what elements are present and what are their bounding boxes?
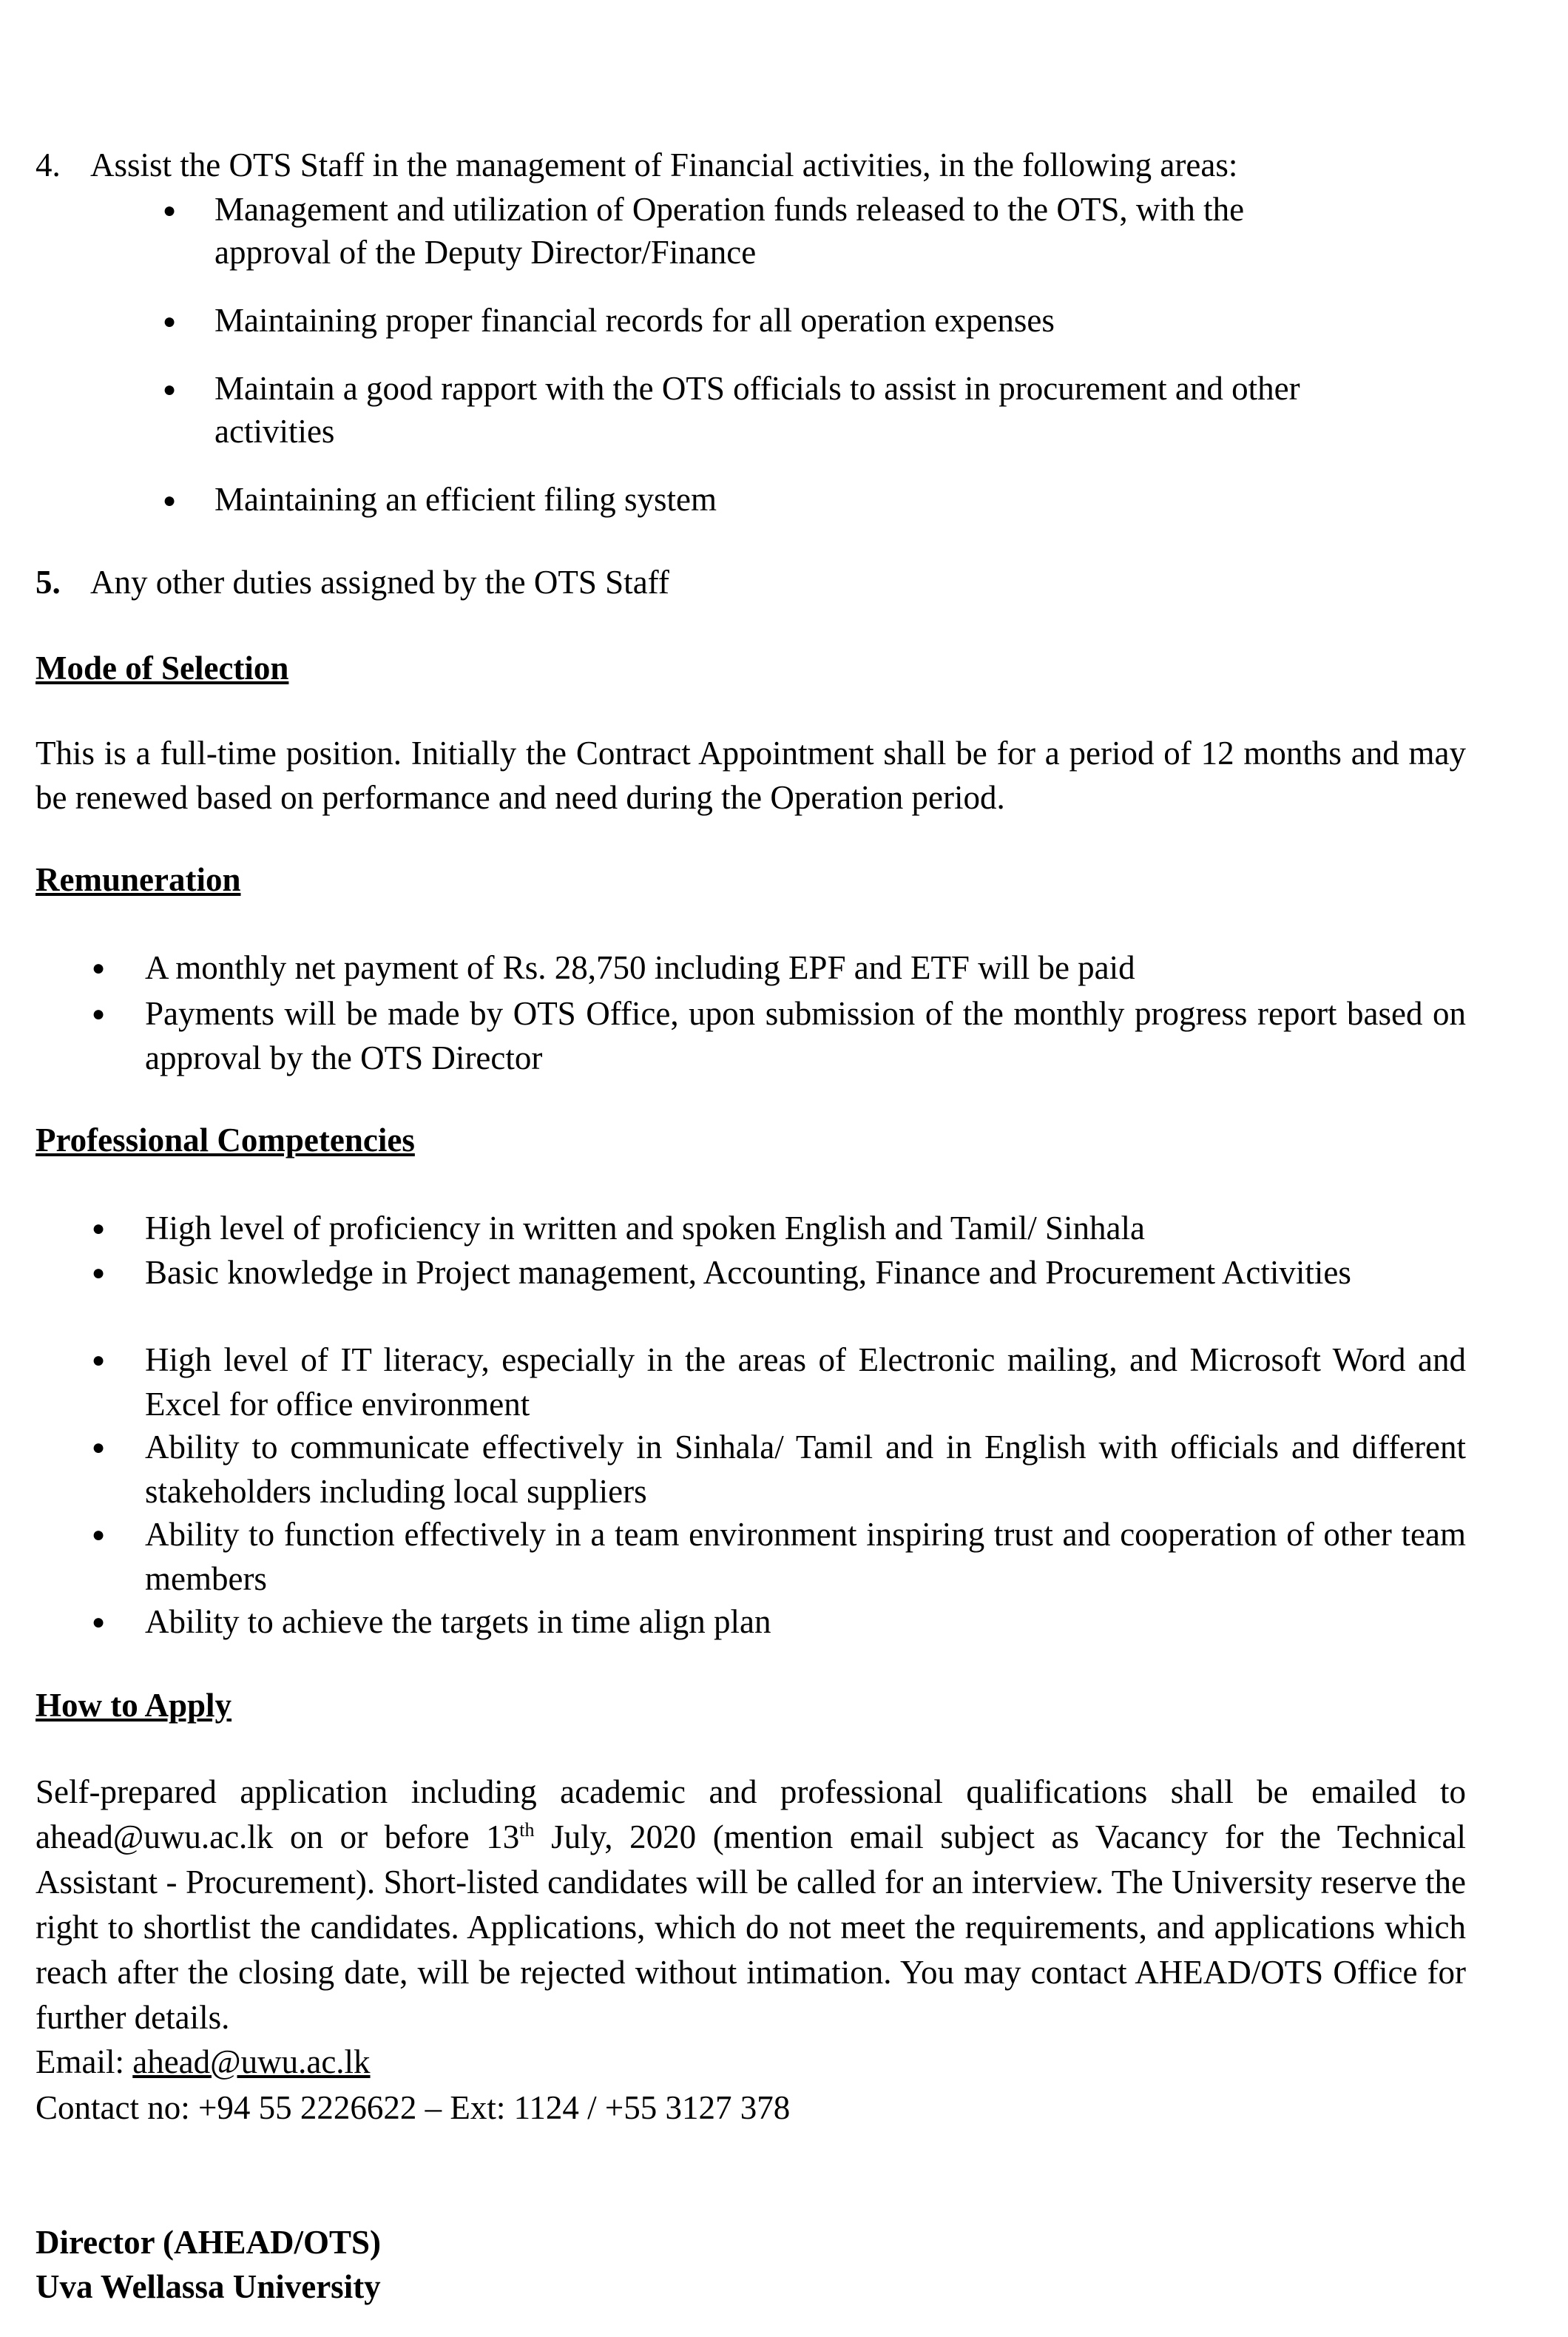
competency-1: High level of proficiency in written and spoken English and Tamil/ Sinhala <box>145 1210 1145 1247</box>
mode-of-selection-text: This is a full-time position. Initially the Contract Appointment shall be for a period of 12 months and may be renewed based on performance and need during the Operation period. <box>36 735 1466 816</box>
competencies-heading: Professional Competencies <box>36 1122 415 1159</box>
remuneration-bullet-2: Payments will be made by OTS Office, upon submission of the monthly progress report based on approval by the OTS Director <box>145 995 1466 1076</box>
how-to-apply-paragraph <box>36 1770 1466 2040</box>
how-to-apply-text-end: July, 2020 (mention email subject as Vacancy for the Technical Assistant - Procurement). Short-listed candidates will be called for an interview. The University reserve the right to shortlist the candidates. Applications, which do not meet the requirements, and applications which reach after the closing date, will be rejected without intimation. You may contact AHEAD/OTS Office for further details. <box>36 1818 1466 2036</box>
date-superscript: th <box>519 1819 535 1841</box>
item-4-bullet-3-line-2: activities <box>214 413 335 450</box>
item-4-bullet-1-line-1: Management and utilization of Operation funds released to the OTS, with the <box>214 191 1245 228</box>
competency-4: Ability to communicate effectively in Sinhala/ Tamil and in English with officials and different stakeholders including local suppliers <box>145 1429 1466 1510</box>
bullet-icon: ● <box>163 377 177 402</box>
competency-5: Ability to function effectively in a team environment inspiring trust and cooperation of other team members <box>145 1516 1466 1597</box>
item-4-text: Assist the OTS Staff in the management of Financial activities, in the following areas: <box>90 146 1238 183</box>
bullet-icon: ● <box>92 1261 106 1285</box>
competency-3: High level of IT literacy, especially in the areas of Electronic mailing, and Microsoft Word and Excel for office environment <box>145 1341 1466 1423</box>
item-4-bullet-3-line-1: Maintain a good rapport with the OTS officials to assist in procurement and other <box>214 370 1300 407</box>
competency-6: Ability to achieve the targets in time align plan <box>145 1603 771 1640</box>
item-4-bullet-4: Maintaining an efficient filing system <box>214 481 717 518</box>
bullet-icon: ● <box>92 1348 106 1372</box>
item-4-number: 4. <box>36 146 61 183</box>
bullet-icon: ● <box>92 1435 106 1460</box>
bullet-icon: ● <box>163 309 177 334</box>
bullet-icon: ● <box>92 956 106 980</box>
contact-line: Contact no: +94 55 2226622 – Ext: 1124 / +55 3127 378 <box>36 2089 791 2126</box>
bullet-icon: ● <box>92 1002 106 1026</box>
signature-title: Director (AHEAD/OTS) <box>36 2224 382 2261</box>
bullet-icon: ● <box>163 198 177 223</box>
email-link[interactable]: ahead@uwu.ac.lk <box>132 2043 371 2080</box>
item-4-bullet-1-line-2: approval of the Deputy Director/Finance <box>214 234 757 271</box>
email-label: Email: <box>36 2043 133 2080</box>
remuneration-heading: Remuneration <box>36 861 241 898</box>
bullet-icon: ● <box>92 1522 106 1547</box>
mode-of-selection-heading: Mode of Selection <box>36 650 289 687</box>
bullet-icon: ● <box>92 1610 106 1634</box>
signature-organization: Uva Wellassa University <box>36 2268 381 2305</box>
how-to-apply-text-start: Self-prepared application including academic and professional qualifications shall be emailed to ahead@uwu.ac.lk on or before 13 <box>36 1773 1466 1855</box>
item-5-text: Any other duties assigned by the OTS Staff <box>90 564 669 601</box>
competency-2: Basic knowledge in Project management, Accounting, Finance and Procurement Activities <box>145 1254 1351 1291</box>
item-5-number: 5. <box>36 564 61 601</box>
bullet-icon: ● <box>163 488 177 513</box>
remuneration-bullet-1: A monthly net payment of Rs. 28,750 including EPF and ETF will be paid <box>145 949 1135 986</box>
item-4-bullet-2: Maintaining proper financial records for all operation expenses <box>214 302 1055 339</box>
email-line <box>36 2042 371 2082</box>
bullet-icon: ● <box>92 1216 106 1241</box>
how-to-apply-heading: How to Apply <box>36 1687 232 1724</box>
